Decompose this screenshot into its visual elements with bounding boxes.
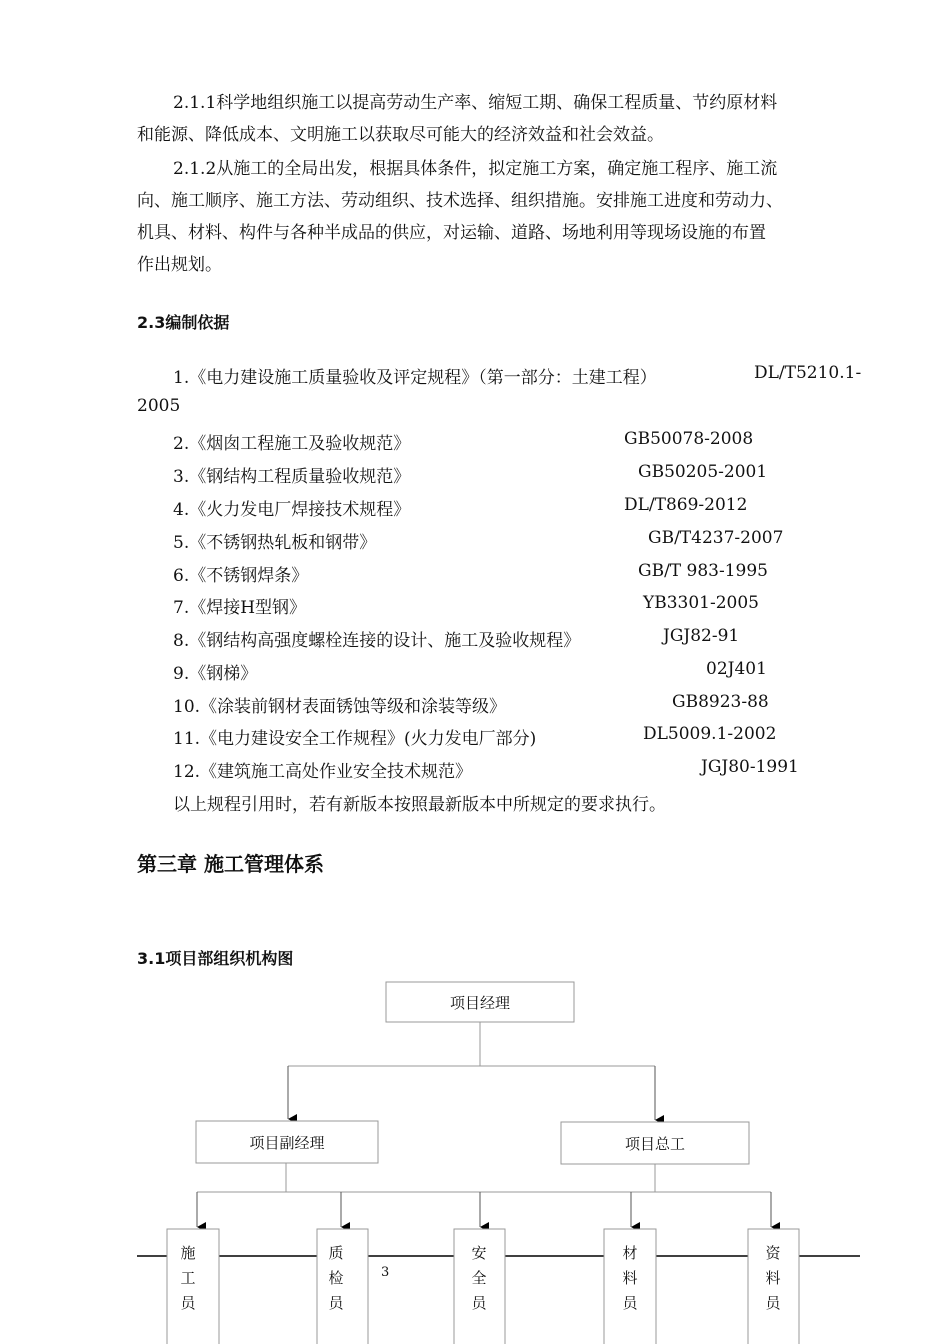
- paragraph-line: 2.1.2从施工的全局出发，根据具体条件，拟定施工方案，确定施工程序、施工流: [173, 159, 778, 179]
- ref-code-3: GB50205-2001: [638, 462, 768, 482]
- chapter-heading-3: 第三章 施工管理体系: [137, 852, 324, 876]
- org-label-safety-officer: 安全员: [471, 1244, 487, 1312]
- ref-code-12: JGJ80-1991: [701, 757, 799, 777]
- section-heading-2-3: 2.3编制依据: [137, 313, 230, 332]
- ref-code-2: GB50078-2008: [624, 429, 754, 449]
- paragraph-line: 和能源、降低成本、文明施工以获取尽可能大的经济效益和社会效益。: [137, 125, 664, 145]
- ref-code-1-continued: 2005: [137, 396, 181, 416]
- paragraph-line: 作出规划。: [137, 255, 222, 275]
- ref-code-10: GB8923-88: [672, 692, 769, 712]
- ref-title-4: 4.《火力发电厂焊接技术规程》: [173, 500, 411, 520]
- ref-title-6: 6.《不锈钢焊条》: [173, 566, 309, 586]
- ref-code-4: DL/T869-2012: [624, 495, 748, 515]
- org-label-material-officer: 材料员: [622, 1244, 638, 1312]
- ref-code-8: JGJ82-91: [663, 626, 740, 646]
- org-label-deputy-manager: 项目副经理: [249, 1134, 325, 1152]
- org-label-construction-staff: 施工员: [180, 1244, 196, 1312]
- ref-code-9: 02J401: [706, 659, 767, 679]
- org-label-quality-inspector: 质检员: [328, 1244, 344, 1312]
- section-heading-3-1: 3.1项目部组织机构图: [137, 949, 294, 968]
- ref-code-11: DL5009.1-2002: [643, 724, 777, 744]
- ref-title-1: 1.《电力建设施工质量验收及评定规程》（第一部分：土建工程）: [173, 368, 657, 388]
- ref-title-9: 9.《钢梯》: [173, 664, 258, 684]
- reference-note: 以上规程引用时，若有新版本按照最新版本中所规定的要求执行。: [173, 795, 666, 815]
- org-label-chief-engineer: 项目总工: [624, 1135, 686, 1153]
- ref-code-7: YB3301-2005: [643, 593, 759, 613]
- ref-code-5: GB/T4237-2007: [648, 528, 784, 548]
- ref-title-11: 11.《电力建设安全工作规程》(火力发电厂部分): [173, 729, 537, 749]
- org-label-document-officer: 资料员: [765, 1244, 781, 1312]
- page-number: 3: [381, 1265, 390, 1280]
- ref-code-6: GB/T 983-1995: [638, 561, 768, 581]
- ref-title-2: 2.《烟囱工程施工及验收规范》: [173, 434, 411, 454]
- paragraph-line: 向、施工顺序、施工方法、劳动组织、技术选择、组织措施。安排施工进度和劳动力、: [137, 191, 783, 211]
- ref-code-1: DL/T5210.1-: [754, 363, 862, 383]
- ref-title-7: 7.《焊接H型钢》: [173, 598, 307, 618]
- org-label-project-manager: 项目经理: [449, 994, 511, 1012]
- ref-title-5: 5.《不锈钢热轧板和钢带》: [173, 533, 377, 553]
- paragraph-line: 2.1.1科学地组织施工以提高劳动生产率、缩短工期、确保工程质量、节约原材料: [173, 93, 778, 113]
- ref-title-3: 3.《钢结构工程质量验收规范》: [173, 467, 411, 487]
- ref-title-8: 8.《钢结构高强度螺栓连接的设计、施工及验收规程》: [173, 631, 581, 651]
- ref-title-10: 10.《涂装前钢材表面锈蚀等级和涂装等级》: [173, 697, 507, 717]
- paragraph-line: 机具、材料、构件与各种半成品的供应，对运输、道路、场地利用等现场设施的布置: [137, 223, 766, 243]
- ref-title-12: 12.《建筑施工高处作业安全技术规范》: [173, 762, 473, 782]
